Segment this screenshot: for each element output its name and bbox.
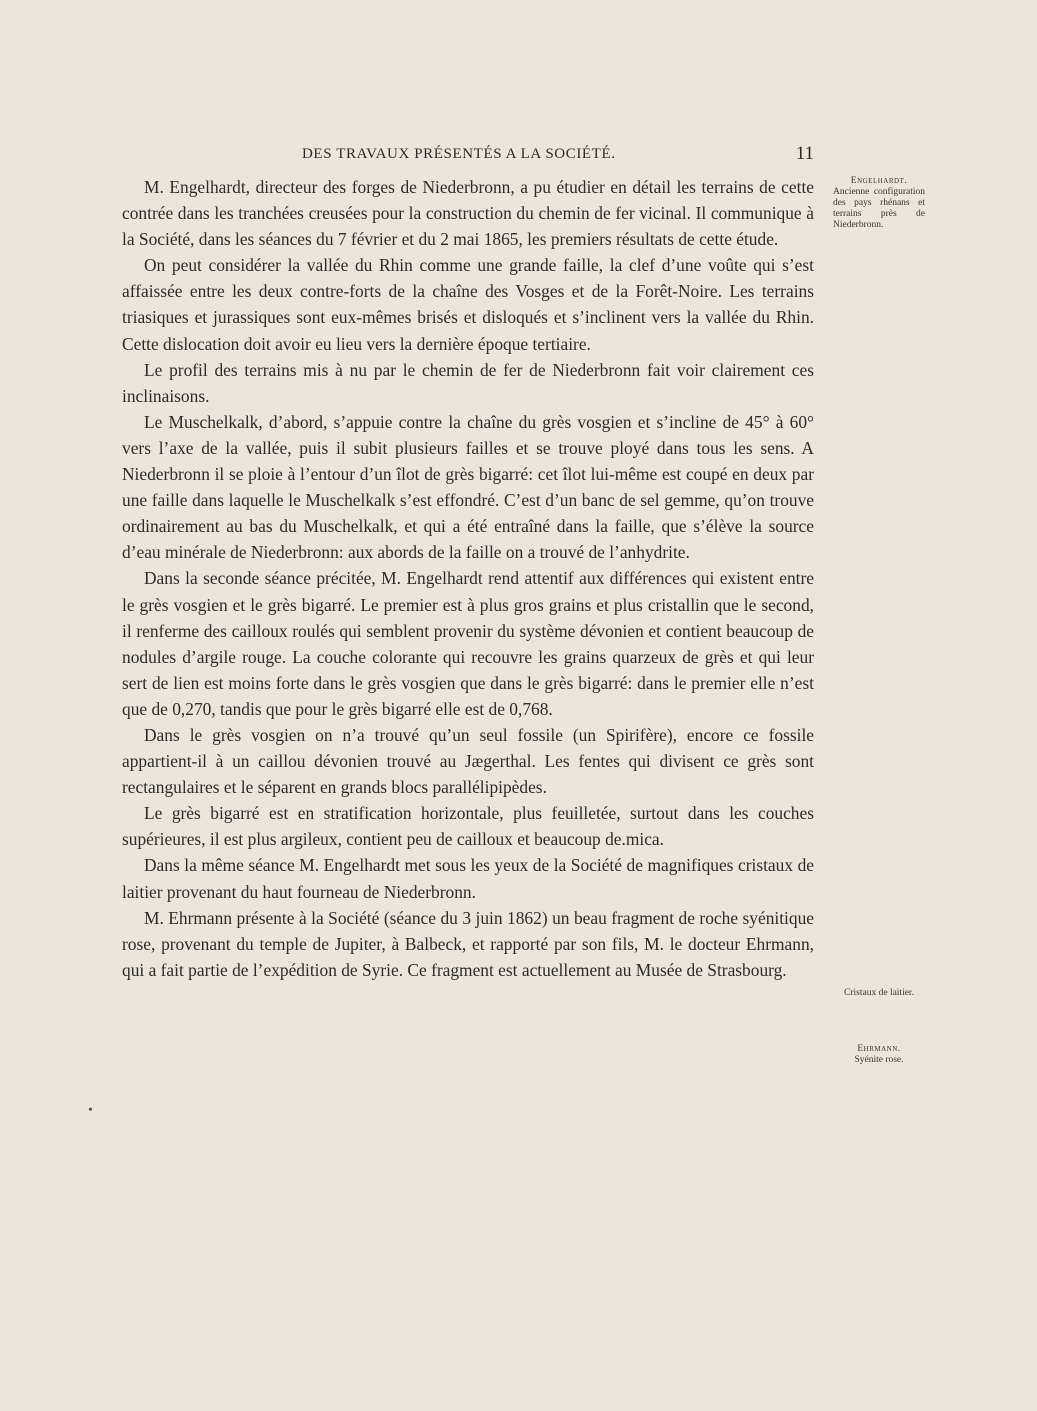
margin-note-text: Cristaux de laitier. bbox=[844, 988, 914, 998]
stray-mark: • bbox=[88, 1103, 93, 1118]
margin-note-name: Engelhardt. bbox=[850, 176, 908, 186]
paragraph: Dans la seconde séance précitée, M. Engelhardt rend attentif aux différences qui existent entre le grès vosgien et le grès bigarré. Le premier est à plus gros grains et plus cristallin que le second, il renferme des cailloux roulés qui semblent provenir du système dévonien et contient beaucoup de nodules d’argile rouge. La couche colorante qui recouvre les grains quarzeux de grès et qui leur sert de lien est moins forte dans le grès vosgien que dans le grès bigarré: dans le premier elle n’est que de 0,270, tandis que pour le grès bigarré elle est de 0,768. bbox=[122, 568, 814, 719]
paragraph: Dans la même séance M. Engelhardt met sous les yeux de la Société de magnifiques cristaux de laitier provenant du haut fourneau de Niederbronn. bbox=[122, 855, 814, 902]
paragraph: M. Ehrmann présente à la Société (séance du 3 juin 1862) un beau fragment de roche syénitique rose, provenant du temple de Jupiter, à Balbeck, et rapporté par son fils, M. le docteur Ehrmann, qui a fait partie de l’expédition de Syrie. Ce fragment est actuellement au Musée de Strasbourg. bbox=[122, 907, 814, 980]
margin-note-ehrmann bbox=[833, 1044, 925, 1066]
paragraph: On peut considérer la vallée du Rhin comme une grande faille, la clef d’une voûte qui s’est affaissée entre les deux contre-forts de la chaîne des Vosges et de la Forêt-Noire. Les terrains triasiques et jurassiques sont eux-mêmes brisés et disloqués et s’inclinent vers la vallée du Rhin. Cette dislocation doit avoir eu lieu vers la dernière époque tertiaire. bbox=[122, 255, 814, 354]
page-number: 11 bbox=[795, 143, 814, 164]
paragraph: M. Engelhardt, directeur des forges de Niederbronn, a pu étudier en détail les terrains de cette contrée dans les tranchées creusées pour la construction du chemin de fer vicinal. Il communique à la Société, dans les séances du 7 février et du 2 mai 1865, les premiers résultats de cette étude. bbox=[122, 177, 814, 250]
paragraph: Le profil des terrains mis à nu par le chemin de fer de Niederbronn fait voir clairement ces inclinaisons. bbox=[122, 359, 814, 406]
margin-note-engelhardt bbox=[833, 176, 925, 231]
margin-note-cristaux bbox=[833, 988, 925, 999]
paragraph: Le Muschelkalk, d’abord, s’appuie contre la chaîne du grès vosgien et s’incline de 45° à 60° vers l’axe de la vallée, puis il subit plusieurs failles et se trouve ployé dans tous les sens. A Niederbronn il se ploie à l’entour d’un îlot de grès bigarré: cet îlot lui-même est coupé en deux par une faille dans laquelle le Muschelkalk s’est effondré. C’est d’un banc de sel gemme, qu’on trouve ordinairement au bas du Muschelkalk, et qui a été entraîné dans la faille, que s’élève la source d’eau minérale de Niederbronn: aux abords de la faille on a trouvé de l’anhydrite. bbox=[122, 411, 814, 563]
paragraph: Dans le grès vosgien on n’a trouvé qu’un seul fossile (un Spirifère), encore ce fossile appartient-il à un caillou dévonien trouvé au Jægerthal. Les fentes qui divisent ce grès sont rectangulaires et le séparent en grands blocs parallélipipèdes. bbox=[122, 724, 814, 798]
margin-note-text: Ancienne configuration des pays rhénans et terrains près de Niederbronn. bbox=[833, 187, 925, 230]
body-text bbox=[122, 174, 814, 983]
margin-note-text: Syénite rose. bbox=[854, 1055, 904, 1065]
margin-note-name: Ehrmann. bbox=[857, 1044, 901, 1054]
paragraph: Le grès bigarré est en stratification horizontale, plus feuilletée, surtout dans les couches supérieures, il est plus argileux, contient peu de cailloux et beaucoup de.mica. bbox=[122, 803, 814, 850]
running-header bbox=[122, 143, 814, 170]
header-title: DES TRAVAUX PRÉSENTÉS A LA SOCIÉTÉ. bbox=[302, 146, 616, 162]
